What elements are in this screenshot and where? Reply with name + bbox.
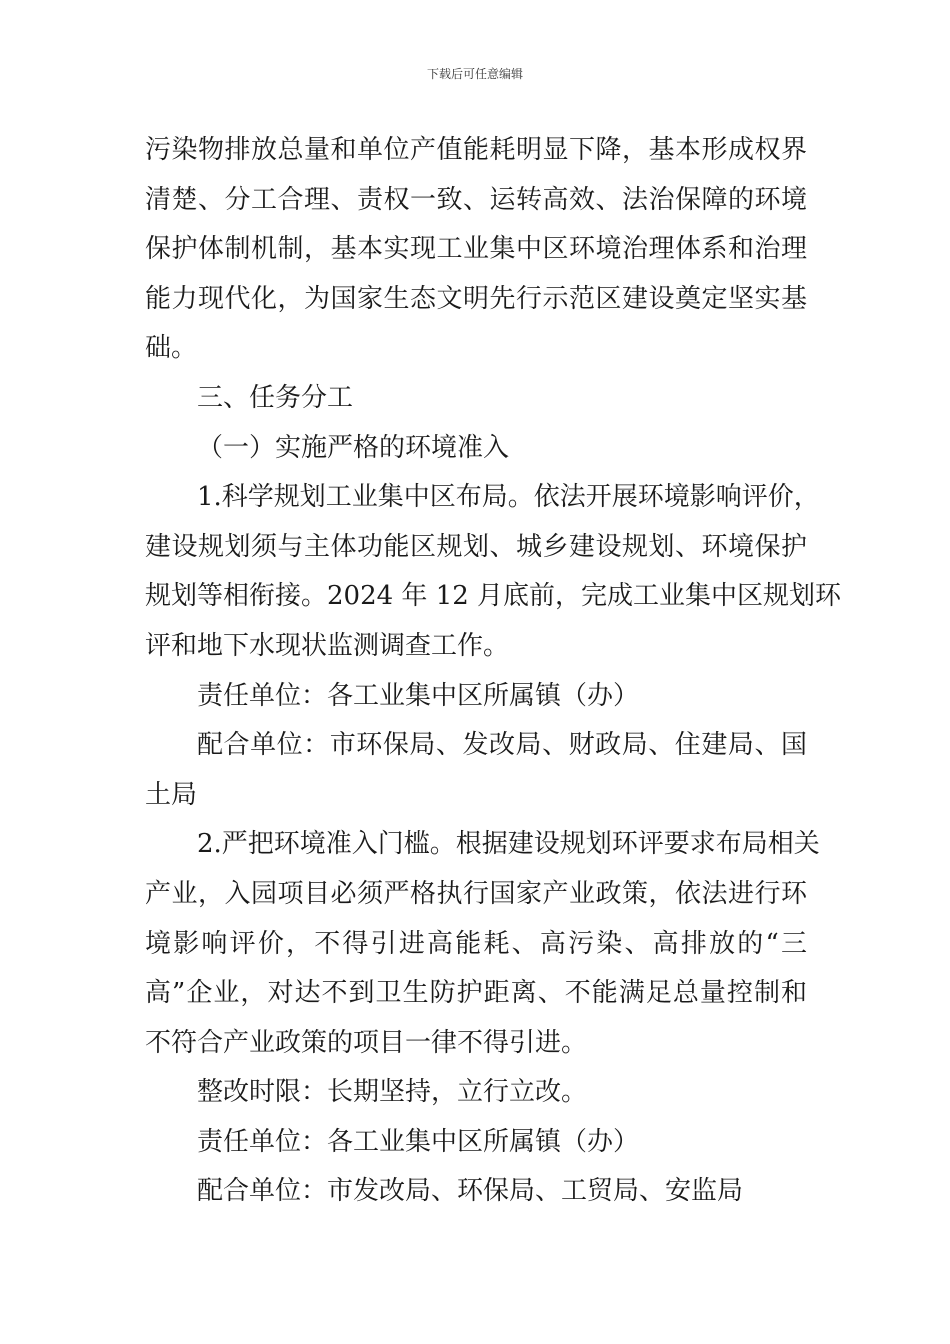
subsection-heading: （一）实施严格的环境准入: [197, 432, 510, 463]
section-heading: 三、任务分工: [197, 382, 354, 413]
paragraph-line: 不符合产业政策的项目一律不得引进。: [145, 1027, 588, 1058]
document-body: [145, 126, 842, 1217]
paragraph-line: 高”企业，对达不到卫生防护距离、不能满足总量控制和: [145, 978, 807, 1009]
paragraph-line: 清楚、分工合理、责权一致、运转高效、法治保障的环境: [145, 184, 807, 215]
responsible-unit-line: 责任单位：各工业集中区所属镇（办）: [197, 680, 640, 711]
paragraph-line: 础。: [145, 333, 198, 364]
paragraph-line: 评和地下水现状监测调查工作。: [145, 630, 510, 661]
paragraph-line: 2.严把环境准入门槛。根据建设规划环评要求布局相关: [197, 829, 820, 860]
paragraph-line: 规划等相衔接。2024 年 12 月底前，完成工业集中区规划环: [145, 581, 842, 612]
paragraph-line: 1.科学规划工业集中区布局。依法开展环境影响评价，: [197, 482, 820, 513]
responsible-unit-line: 责任单位：各工业集中区所属镇（办）: [197, 1126, 640, 1157]
paragraph-line: 土局: [145, 779, 198, 810]
paragraph-line: 产业，入园项目必须严格执行国家产业政策，依法进行环: [145, 878, 807, 909]
cooperating-unit-line: 配合单位：市发改局、环保局、工贸局、安监局: [197, 1176, 744, 1207]
paragraph-line: 境影响评价，不得引进高能耗、高污染、高排放的“三: [145, 928, 807, 959]
paragraph-line: 建设规划须与主体功能区规划、城乡建设规划、环境保护: [145, 531, 807, 562]
cooperating-unit-line: 配合单位：市环保局、发改局、财政局、住建局、国: [197, 730, 807, 761]
deadline-line: 整改时限：长期坚持，立行立改。: [197, 1077, 588, 1108]
page-header-note: 下载后可任意编辑: [426, 67, 523, 81]
paragraph-line: 保护体制机制，基本实现工业集中区环境治理体系和治理: [145, 234, 807, 265]
paragraph-line: 能力现代化，为国家生态文明先行示范区建设奠定坚实基: [145, 283, 807, 314]
paragraph-line: 污染物排放总量和单位产值能耗明显下降，基本形成权界: [145, 135, 807, 165]
